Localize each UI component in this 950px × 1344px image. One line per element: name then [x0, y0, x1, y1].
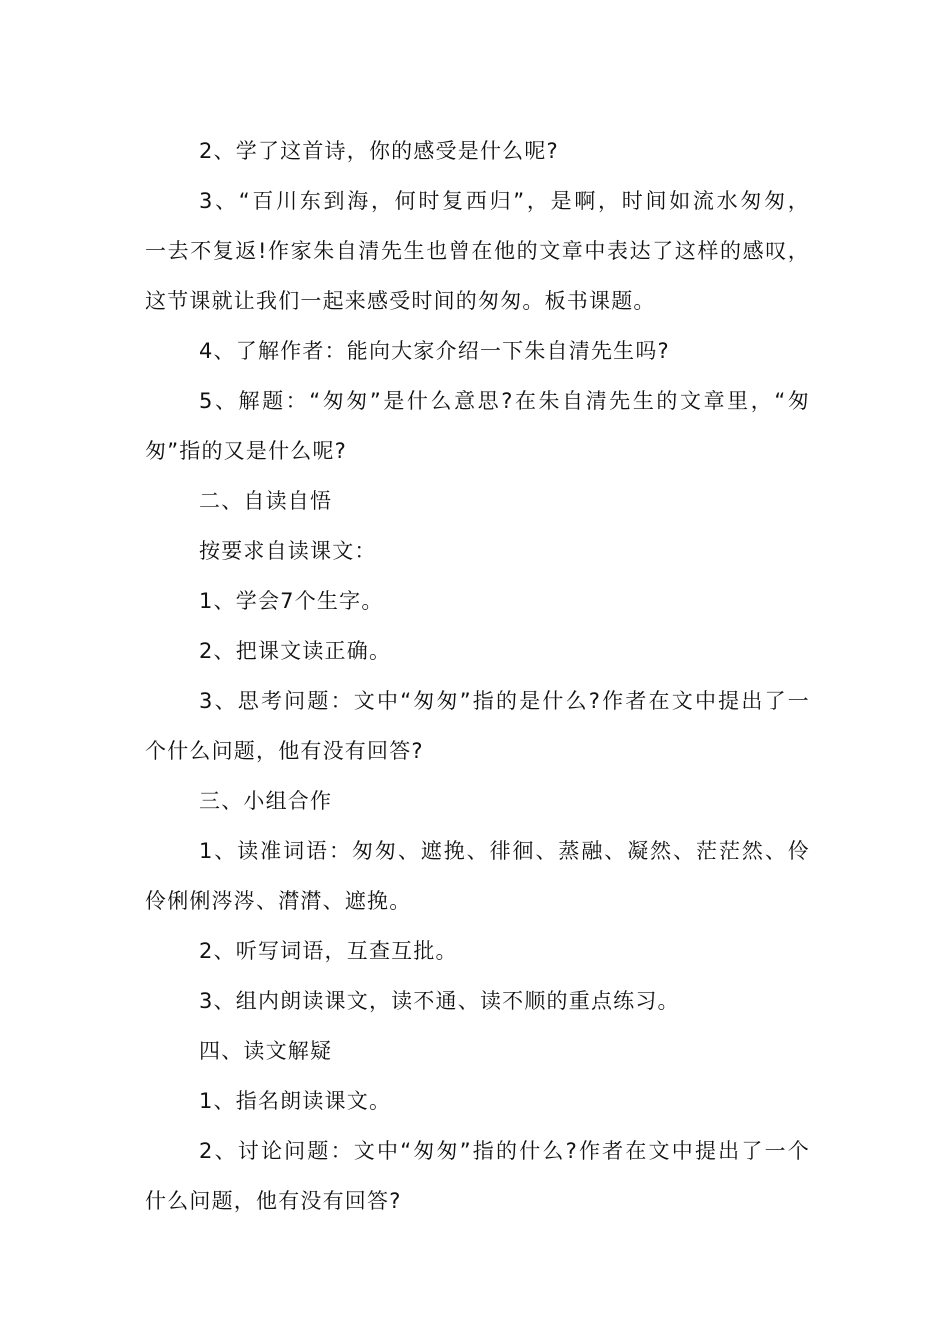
- self-reading-intro: 按要求自读课文：: [199, 539, 377, 563]
- reading-item-2-line-1: 2、讨论问题：文中“匆匆”指的什么?作者在文中提出了一个: [199, 1139, 810, 1163]
- self-reading-item-3-line-2: 个什么问题，他有没有回答?: [145, 739, 424, 763]
- question-2-line: 2、学了这首诗，你的感受是什么呢?: [199, 139, 559, 163]
- self-reading-item-2: 2、把课文读正确。: [199, 639, 392, 663]
- step-4-line: 4、了解作者：能向大家介绍一下朱自清先生吗?: [199, 339, 670, 363]
- group-item-3: 3、组内朗读课文，读不通、读不顺的重点练习。: [199, 989, 680, 1013]
- step-5-line-1: 5、解题：“匆匆”是什么意思?在朱自清先生的文章里，“匆: [199, 389, 810, 413]
- self-reading-item-1: 1、学会7个生字。: [199, 589, 384, 613]
- group-item-1-line-1: 1、读准词语：匆匆、遮挽、徘徊、蒸融、凝然、茫茫然、伶: [199, 839, 810, 863]
- step-5-line-2: 匆”指的又是什么呢?: [145, 439, 348, 463]
- step-3-line-1: 3、“百川东到海，何时复西归”，是啊，时间如流水匆匆，: [199, 189, 810, 213]
- section-heading-2: 二、自读自悟: [199, 489, 333, 513]
- step-3-line-3: 这节课就让我们一起来感受时间的匆匆。板书课题。: [145, 289, 656, 313]
- group-item-2: 2、听写词语，互查互批。: [199, 939, 458, 963]
- self-reading-item-3-line-1: 3、思考问题：文中“匆匆”指的是什么?作者在文中提出了一: [199, 689, 810, 713]
- group-item-1-line-2: 伶俐俐涔涔、潸潸、遮挽。: [145, 889, 412, 913]
- reading-item-1: 1、指名朗读课文。: [199, 1089, 392, 1113]
- section-heading-4: 四、读文解疑: [199, 1039, 333, 1063]
- section-heading-3: 三、小组合作: [199, 789, 333, 813]
- step-3-line-2: 一去不复返!作家朱自清先生也曾在他的文章中表达了这样的感叹，: [145, 239, 810, 263]
- reading-item-2-line-2: 什么问题，他有没有回答?: [145, 1189, 402, 1213]
